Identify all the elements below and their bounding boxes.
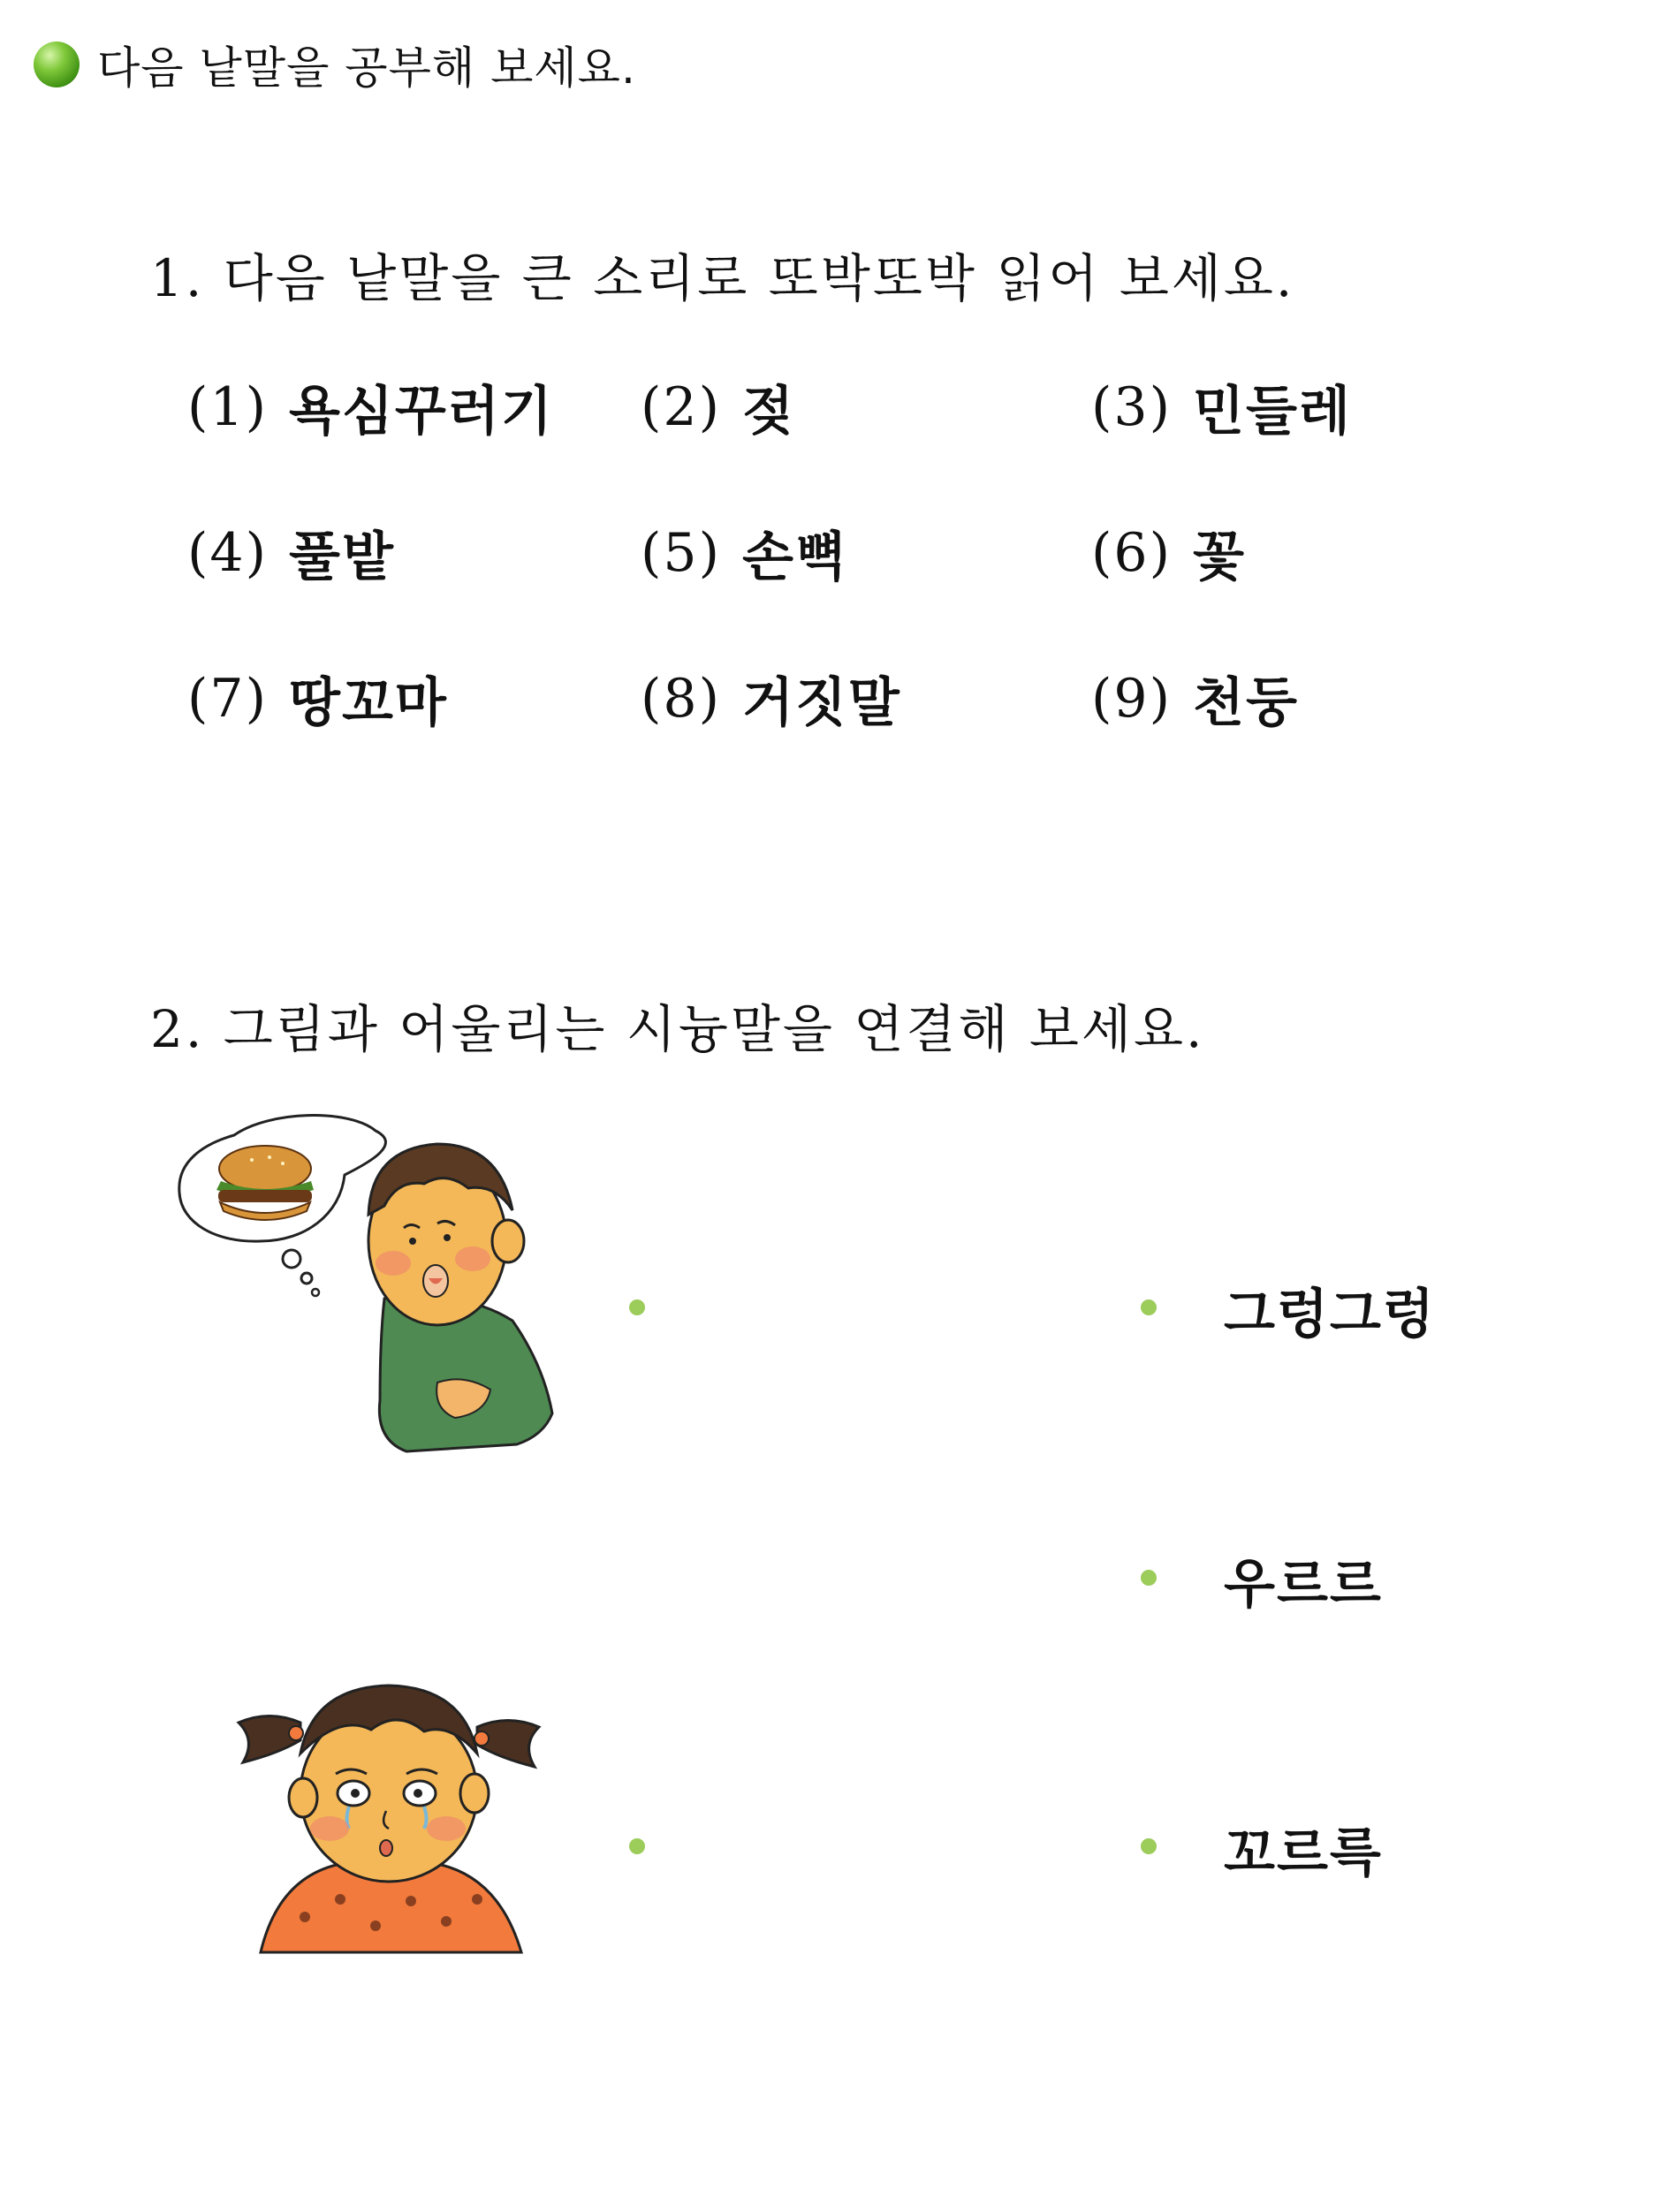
answer-2-connect-dot[interactable]	[1141, 1570, 1157, 1586]
word-number: (4)	[187, 522, 268, 584]
word-item-3	[1091, 369, 1352, 445]
word-number: (2)	[641, 376, 721, 438]
instruction-text: 다음 낱말을 공부해 보세요.	[97, 42, 636, 94]
word-item-9	[1091, 661, 1299, 737]
instruction-header	[34, 34, 636, 95]
word-text: 풀밭	[289, 526, 395, 588]
word-item-1	[187, 369, 554, 445]
word-number: (7)	[187, 668, 268, 730]
word-item-7	[187, 661, 448, 737]
word-text: 땅꼬마	[289, 672, 448, 734]
word-number: (3)	[1091, 376, 1172, 438]
hungry-boy-illustration	[172, 1109, 588, 1458]
question-1-title: 1. 다음 낱말을 큰 소리로 또박또박 읽어 보세요.	[150, 248, 1295, 308]
word-number: (9)	[1091, 668, 1172, 730]
answer-word-3: 꼬르륵	[1224, 1822, 1383, 1884]
word-item-5	[641, 515, 848, 591]
answer-1-connect-dot[interactable]	[1141, 1299, 1157, 1315]
green-ball-icon	[34, 42, 80, 87]
crying-girl-illustration	[225, 1661, 552, 1970]
word-number: (8)	[641, 668, 721, 730]
word-item-4	[187, 515, 395, 591]
answer-word-2: 우르르	[1224, 1554, 1383, 1616]
word-text: 젖	[742, 381, 795, 443]
picture-1-connect-dot[interactable]	[629, 1299, 645, 1315]
word-number: (1)	[187, 376, 268, 438]
word-item-2	[641, 369, 795, 445]
word-text: 손뼉	[742, 526, 848, 588]
word-text: 욕심꾸러기	[289, 381, 554, 443]
word-text: 천둥	[1193, 672, 1299, 734]
word-number: (5)	[641, 522, 721, 584]
word-item-6	[1091, 515, 1246, 591]
word-number: (6)	[1091, 522, 1172, 584]
word-item-8	[641, 661, 901, 737]
word-text: 꽃	[1193, 526, 1246, 588]
answer-word-1: 그렁그렁	[1224, 1284, 1436, 1345]
answer-3-connect-dot[interactable]	[1141, 1838, 1157, 1854]
question-2-title: 2. 그림과 어울리는 시늉말을 연결해 보세요.	[150, 999, 1205, 1059]
word-text: 민들레	[1193, 381, 1352, 443]
picture-2-connect-dot[interactable]	[629, 1838, 645, 1854]
word-text: 거짓말	[742, 672, 901, 734]
